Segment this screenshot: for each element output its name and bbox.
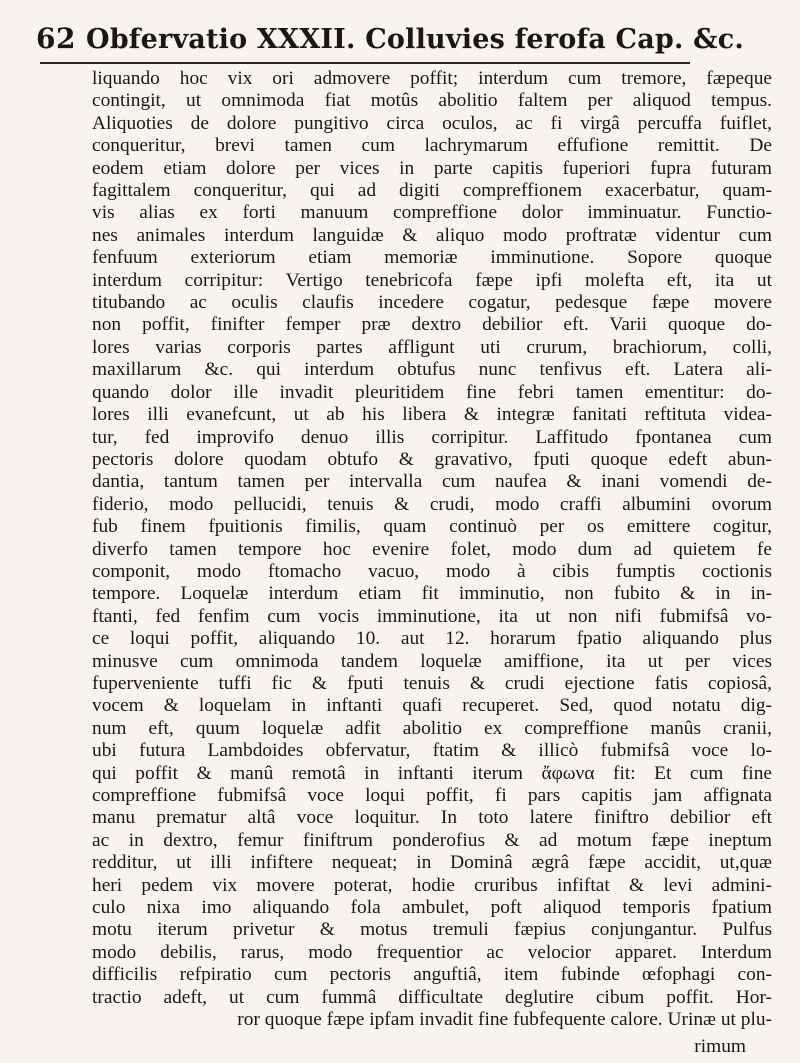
text-line: titubando ac oculis claufis incedere cogatur, pedesque fæpe movere bbox=[92, 292, 772, 314]
body-text bbox=[92, 68, 772, 1031]
text-line: interdum corripitur: Vertigo tenebricofa fæpe ipfi molefta eft, ita ut bbox=[92, 269, 772, 291]
text-line: tempore. Loquelæ interdum etiam fit imminutio, non fubito & in in- bbox=[92, 583, 772, 605]
text-line: dantia, tantum tamen per intervalla cum naufea & inani vomendi de- bbox=[92, 471, 772, 493]
text-line: lores varias corporis partes affligunt uti crurum, brachiorum, colli, bbox=[92, 336, 772, 358]
text-line: modo debilis, rarus, modo frequentior ac velocior apparet. Interdum bbox=[92, 941, 772, 963]
text-line: tractio adeft, ut cum fummâ difficultate deglutire cibum poffit. Hor- bbox=[92, 986, 772, 1008]
text-line: non poffit, finifter femper præ dextro debilior eft. Varii quoque do- bbox=[92, 314, 772, 336]
text-line: conqueritur, brevi tamen cum lachrymarum effufione remittit. De bbox=[92, 135, 772, 157]
text-line: ac in dextro, femur finiftrum ponderofius & ad motum fæpe ineptum bbox=[92, 829, 772, 851]
text-line: tur, fed improvifo denuo illis corripitur. Laffitudo fpontanea cum bbox=[92, 426, 772, 448]
text-line: ce loqui poffit, aliquando 10. aut 12. horarum fpatio aliquando plus bbox=[92, 628, 772, 650]
text-line: contingit, ut omnimoda fiat motûs abolitio faltem per aliquod tempus. bbox=[92, 90, 772, 112]
running-title: Obfervatio XXXII. Colluvies ferofa Cap. &c. bbox=[85, 24, 744, 55]
page-number: 62 bbox=[36, 22, 76, 55]
text-line: minusve cum omnimoda tandem loquelæ amiffione, ita ut per vices bbox=[92, 650, 772, 672]
text-line: fiderio, modo pellucidi, tenuis & crudi, modo craffi albumini ovorum bbox=[92, 493, 772, 515]
text-line: quando dolor ille invadit pleuritidem fine febri tamen ementitur: do- bbox=[92, 381, 772, 403]
text-line: compreffione fubmifsâ voce loqui poffit, fi pars capitis jam affignata bbox=[92, 785, 772, 806]
text-line: num eft, quum loquelæ adfit abolitio ex compreffione manûs cranii, bbox=[92, 717, 772, 739]
text-line: nes animales interdum languidæ & aliquo modo proftratæ videntur cum bbox=[92, 224, 772, 246]
text-line: diverfo tamen tempore hoc evenire folet, modo dum ad quietem fe bbox=[92, 538, 772, 560]
text-line: fagittalem conqueritur, qui ad digiti compreffionem exacerbatur, quam- bbox=[92, 180, 772, 202]
text-line: fenfuum exteriorum etiam memoriæ imminutione. Sopore quoque bbox=[92, 247, 772, 269]
text-line: redditur, ut illi infiftere nequeat; in Dominâ ægrâ fæpe accidit, ut,quæ bbox=[92, 852, 772, 874]
text-line: vocem & loquelam in inftanti quafi recuperet. Sed, quod notatu dig- bbox=[92, 695, 772, 717]
catchword: rimum bbox=[694, 1036, 746, 1057]
text-line: vis alias ex forti manuum compreffione dolor imminuatur. Functio- bbox=[92, 202, 772, 224]
text-line: motu iterum privetur & motus tremuli fæpius conjungantur. Pulfus bbox=[92, 919, 772, 941]
text-line: manu prematur altâ voce loquitur. In toto latere finiftro debilior eft bbox=[92, 807, 772, 829]
header-rule bbox=[40, 62, 690, 64]
text-line: fub finem fpuitionis fimilis, quam continuò per os emittere cogitur, bbox=[92, 516, 772, 538]
text-line: componit, modo ftomacho vacuo, modo à cibis fumptis coctionis bbox=[92, 560, 772, 582]
text-line: difficilis refpiratio cum pectoris anguftiâ, item fubinde œfophagi con- bbox=[92, 964, 772, 986]
page-header bbox=[36, 22, 760, 62]
text-line: culo nixa imo aliquando fola ambulet, poft aliquod temporis fpatium bbox=[92, 897, 772, 919]
text-line: maxillarum &c. qui interdum obtufus nunc tenfivus eft. Latera ali- bbox=[92, 359, 772, 381]
text-line: ftanti, fed fenfim cum vocis imminutione, ita ut non nifi fubmifsâ vo- bbox=[92, 605, 772, 627]
text-line: heri pedem vix movere poterat, hodie cruribus infiftat & levi admini- bbox=[92, 874, 772, 896]
text-line: ubi futura Lambdoides obfervatur, ftatim & illicò fubmifsâ voce lo- bbox=[92, 740, 772, 762]
text-line: qui poffit & manû remotâ in inftanti iterum ἄφωνα fit: Et cum fine bbox=[92, 762, 772, 784]
text-line: pectoris dolore quodam obtufo & gravativo, fputi quoque edeft abun- bbox=[92, 448, 772, 470]
text-line: liquando hoc vix ori admovere poffit; interdum cum tremore, fæpeque bbox=[92, 68, 772, 89]
text-line: lores illi evanefcunt, ut ab his libera & integræ fanitati reftituta videa- bbox=[92, 404, 772, 426]
text-line: eodem etiam dolore per vices in parte capitis fuperiori fupra futuram bbox=[92, 157, 772, 179]
text-line: Aliquoties de dolore pungitivo circa oculos, ac fi virgâ percuffa fuiflet, bbox=[92, 112, 772, 134]
text-line: fuperveniente tuffi fic & fputi tenuis & crudi ejectione fatis copiosâ, bbox=[92, 672, 772, 694]
text-line: ror quoque fæpe ipfam invadit fine fubfequente calore. Urinæ ut plu- bbox=[237, 1009, 772, 1031]
